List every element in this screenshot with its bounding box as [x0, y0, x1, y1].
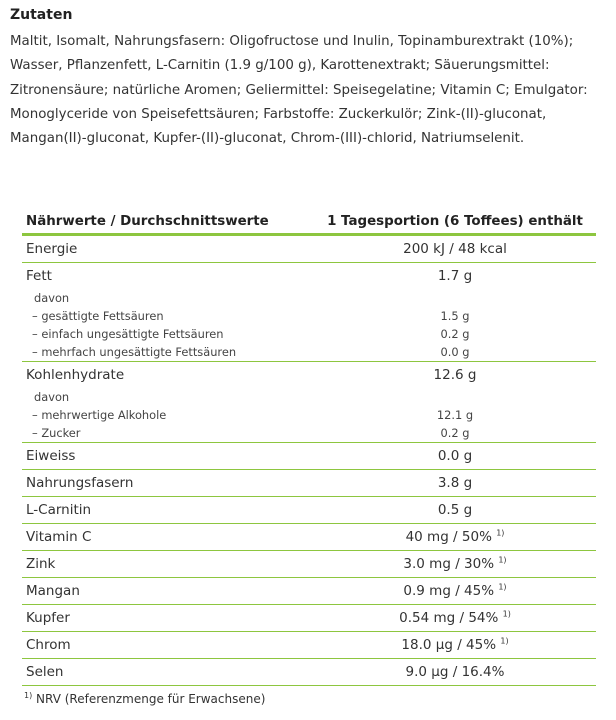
row-value: 0.0 g — [437, 448, 473, 464]
sub-value: 1.5 g — [440, 309, 470, 323]
row-label: Vitamin C — [22, 524, 314, 551]
row-label: Selen — [22, 659, 314, 686]
header-nutrient: Nährwerte / Durchschnittswerte — [22, 210, 314, 235]
nutrition-table — [22, 210, 596, 686]
sub-value: 0.0 g — [440, 345, 470, 359]
sub-value: 0.2 g — [440, 327, 470, 341]
row-kupfer — [22, 605, 596, 632]
footnote-ref: 1) — [502, 609, 511, 619]
sub-value: 0.2 g — [440, 426, 470, 440]
row-label: Energie — [22, 235, 314, 263]
row-kohlenhydrate — [22, 362, 596, 443]
davon-label: davon — [34, 291, 70, 305]
footnote-ref: 1) — [498, 555, 507, 565]
row-label: Fett — [26, 268, 52, 284]
sub-label: – mehrfach ungesättigte Fettsäuren — [32, 345, 237, 359]
row-energie — [22, 235, 596, 263]
footnote-mark: 1) — [24, 691, 33, 700]
row-value: 0.9 mg / 45% — [403, 583, 495, 599]
row-vitamin-c — [22, 524, 596, 551]
row-value: 9.0 µg / 16.4% — [405, 664, 505, 680]
row-fett — [22, 263, 596, 362]
row-label: L-Carnitin — [22, 497, 314, 524]
row-label: Kohlenhydrate — [26, 367, 125, 383]
sub-label: – Zucker — [32, 426, 81, 440]
row-value: 40 mg / 50% — [405, 529, 492, 545]
zutaten-title: Zutaten — [10, 7, 73, 23]
row-label: Chrom — [22, 632, 314, 659]
row-label: Eiweiss — [22, 443, 314, 470]
row-value: 0.5 g — [437, 502, 473, 518]
footnote-ref: 1) — [498, 582, 507, 592]
row-eiweiss — [22, 443, 596, 470]
row-chrom — [22, 632, 596, 659]
sub-label: – einfach ungesättigte Fettsäuren — [32, 327, 224, 341]
row-label: Mangan — [22, 578, 314, 605]
row-mangan — [22, 578, 596, 605]
sub-value: 12.1 g — [436, 408, 474, 422]
header-portion: 1 Tagesportion (6 Toffees) enthält — [314, 210, 596, 235]
row-value: 0.54 mg / 54% — [399, 610, 499, 626]
row-nahrungsfasern — [22, 470, 596, 497]
row-value: 18.0 µg / 45% — [401, 637, 497, 653]
footnote — [24, 692, 265, 706]
row-selen — [22, 659, 596, 686]
footnote-text: NRV (Referenzmenge für Erwachsene) — [36, 692, 266, 706]
row-value: 3.0 mg / 30% — [403, 556, 495, 572]
sub-label: – gesättigte Fettsäuren — [32, 309, 164, 323]
row-label: Nahrungsfasern — [22, 470, 314, 497]
row-value: 12.6 g — [433, 367, 477, 383]
table-header-row — [22, 210, 596, 235]
row-zink — [22, 551, 596, 578]
footnote-ref: 1) — [496, 528, 505, 538]
row-label: Zink — [22, 551, 314, 578]
row-value: 1.7 g — [437, 268, 473, 284]
footnote-ref: 1) — [500, 636, 509, 646]
ingredients-text: Maltit, Isomalt, Nahrungsfasern: Oligofructose und Inulin, Topinamburextrakt (10%); Wasser, Pflanzenfett, L-Carnitin (1.9 g/100 g), Karottenextrakt; Säuerungsmittel: Zitronensäure; natürliche Aromen; Geliermittel: Speisegelatine; Vitamin C; Emulgator: Monoglyceride von Speisefettsäuren; Farbstoffe: Zuckerkulör; Zink-(II)-gluconat, Mangan(II)-gluconat, Kupfer-(II)-gluconat, Chrom-(III)-chlorid, Natriumselenit. — [10, 34, 588, 147]
row-l-carnitin — [22, 497, 596, 524]
sub-label: – mehrwertige Alkohole — [32, 408, 167, 422]
davon-label: davon — [34, 390, 70, 404]
row-label: Kupfer — [22, 605, 314, 632]
row-value: 200 kJ / 48 kcal — [314, 235, 596, 263]
row-value: 3.8 g — [437, 475, 473, 491]
